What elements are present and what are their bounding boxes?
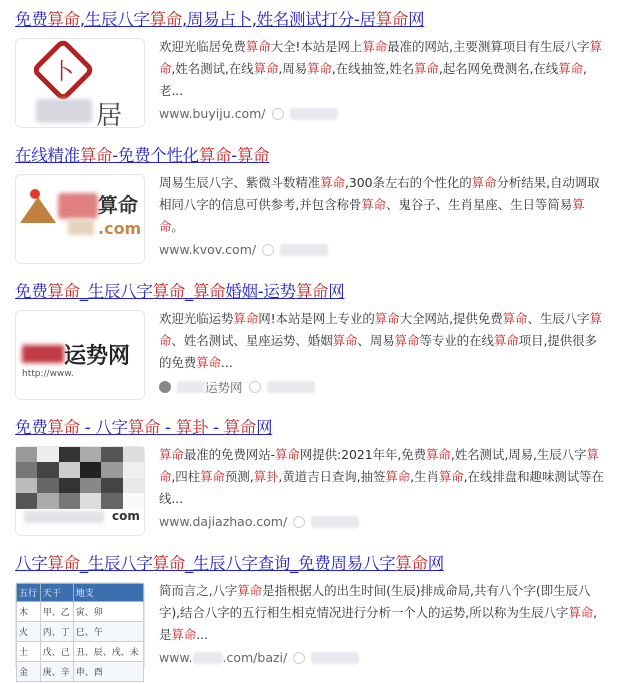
result-url[interactable]: www.kvov.com/ <box>159 242 257 257</box>
logo-subtext: http://www. <box>22 369 74 379</box>
text-segment: 免费 <box>15 418 48 437</box>
logo-text: 算命 <box>98 193 138 217</box>
text-segment: 。 <box>171 219 184 234</box>
text-segment: ,在线排盘和趣味测试等在线... <box>159 469 604 506</box>
highlight-keyword: 算命 <box>233 311 259 326</box>
shield-icon <box>293 516 305 528</box>
table-cell: 丑、辰、戌、未 <box>73 642 143 662</box>
result-meta <box>159 378 315 396</box>
text-segment: 项目,提供很多的免费 <box>159 333 597 370</box>
highlight-keyword: 算命 <box>493 333 519 348</box>
text-segment: _生辰八字 <box>79 554 153 573</box>
text-segment: 网 <box>256 418 273 437</box>
text-segment: 运势 <box>263 282 296 301</box>
table-row <box>17 602 144 622</box>
result-url[interactable]: www.dajiazhao.com/ <box>159 514 288 529</box>
blurred-meta <box>267 381 315 393</box>
result-url[interactable]: .com/bazi/ <box>222 650 288 665</box>
sun-icon <box>30 189 40 199</box>
text-segment: ... <box>196 627 208 642</box>
text-segment: 居免费 <box>208 39 246 54</box>
text-segment: 、周易 <box>357 333 395 348</box>
result-thumbnail[interactable] <box>15 582 145 678</box>
highlight-keyword: 算命 <box>152 282 185 301</box>
highlight-keyword: 算命 <box>152 554 185 573</box>
table-cell: 土 <box>17 642 41 662</box>
highlight-keyword: 算命 <box>502 311 528 326</box>
blurred-site-name <box>177 381 205 393</box>
table-cell: 戊、己 <box>40 642 73 662</box>
result-meta <box>159 106 338 121</box>
result-title[interactable] <box>15 552 610 576</box>
highlight-keyword: 算命 <box>159 39 602 76</box>
result-thumbnail[interactable] <box>15 446 145 536</box>
text-segment: 大全!本站是网上 <box>270 39 363 54</box>
table-cell: 火 <box>17 622 41 642</box>
result-url-prefix[interactable]: www. <box>159 650 193 665</box>
blurred-meta <box>280 244 328 256</box>
result-description <box>159 36 607 102</box>
text-segment: ,生辰八字 <box>79 10 150 29</box>
search-result <box>15 552 610 678</box>
highlight-keyword: 算命 <box>275 447 300 462</box>
wuxing-table <box>16 583 144 682</box>
search-result <box>15 144 610 257</box>
highlight-keyword: 算命 <box>361 197 387 212</box>
text-segment: 最准的网站,主要测算项目有生辰八字 <box>387 39 590 54</box>
highlight-keyword: 算命 <box>149 10 182 29</box>
blurred-meta <box>311 516 359 528</box>
highlight-keyword: 算命 <box>395 554 428 573</box>
text-segment: ,是 <box>159 605 598 642</box>
result-meta <box>159 650 359 665</box>
text-segment: ,黄道吉日查询,抽签 <box>278 469 386 484</box>
search-result <box>15 416 610 529</box>
highlight-keyword: 算命 <box>568 605 594 620</box>
table-header: 天干 <box>40 584 73 602</box>
text-segment: 免费 <box>15 10 48 29</box>
text-segment: 欢迎光临 <box>159 39 209 54</box>
text-segment: 网 <box>427 554 444 573</box>
table-cell: 庚、辛 <box>40 662 73 682</box>
text-segment: 等专业的在线 <box>419 333 494 348</box>
highlight-keyword: 算命 <box>374 311 400 326</box>
pixelated-image <box>16 447 144 509</box>
text-segment: - <box>231 146 237 165</box>
highlight-keyword: 算命 <box>320 175 346 190</box>
highlight-keyword: 算命 <box>198 146 232 165</box>
text-segment: - <box>160 418 176 437</box>
highlight-keyword: 算命 <box>127 418 161 437</box>
shield-icon <box>262 244 274 256</box>
text-segment: ,姓名测试,周易,生辰八字 <box>450 447 587 462</box>
result-meta <box>159 242 328 257</box>
result-description <box>159 580 607 646</box>
site-favicon <box>159 381 171 393</box>
table-header: 五行 <box>17 584 41 602</box>
text-segment: ,四柱 <box>171 469 201 484</box>
mountain-shape <box>20 197 56 223</box>
result-meta <box>159 514 359 529</box>
shield-icon <box>293 652 305 664</box>
table-cell: 寅、卯 <box>73 602 143 622</box>
result-title[interactable] <box>15 8 610 32</box>
logo-glyph: 卜 <box>51 59 74 85</box>
highlight-keyword: 算命 <box>471 175 497 190</box>
text-segment: 网 <box>328 282 345 301</box>
text-segment: 分析结果,自动调取相同八字的信息可供参考,并包含称骨 <box>159 175 600 212</box>
highlight-keyword: 算命 <box>196 355 222 370</box>
table-row <box>17 622 144 642</box>
blurred-meta <box>311 652 359 664</box>
highlight-keyword: 算卦 <box>175 418 209 437</box>
text-segment: _生辰八字查询_免费周易八字 <box>184 554 396 573</box>
text-segment: -免费个性化 <box>112 146 199 165</box>
blurred-caption <box>24 511 104 523</box>
text-segment: 、鬼谷子、生肖星座、生日等简易 <box>386 197 573 212</box>
highlight-keyword: 算命 <box>253 61 279 76</box>
text-segment: 周易生辰八字、紫微斗数精准 <box>159 175 321 190</box>
result-url[interactable]: 运势网 <box>205 380 243 395</box>
text-segment: ,在线抽签,姓名 <box>331 61 415 76</box>
table-cell: 木 <box>17 602 41 622</box>
highlight-keyword: 算命 <box>236 146 270 165</box>
text-segment: 、生辰八字 <box>527 311 590 326</box>
logo-subtext: com <box>112 509 140 523</box>
table-row <box>17 662 144 682</box>
logo-text: 运势网 <box>64 344 131 369</box>
text-segment: - 八字 <box>79 418 128 437</box>
highlight-keyword: 算命 <box>307 61 332 76</box>
table-cell: 申、酉 <box>73 662 143 682</box>
result-description <box>159 444 607 510</box>
highlight-keyword: 算命 <box>47 10 80 29</box>
highlight-keyword: 算命 <box>414 61 439 76</box>
logo-subtext: .com <box>98 219 142 238</box>
result-thumbnail[interactable] <box>15 38 145 131</box>
text-segment: ,姓名测试,在线 <box>171 61 254 76</box>
text-segment: 网!本站是网上专业的 <box>258 311 375 326</box>
blurred-logo-text <box>22 345 64 363</box>
result-url[interactable]: www.buyiju.com/ <box>159 106 266 121</box>
highlight-keyword: 算命 <box>295 282 329 301</box>
text-segment: 欢迎光临 <box>159 311 209 326</box>
search-result <box>15 8 610 131</box>
text-segment: 在线精准 <box>15 146 80 165</box>
highlight-keyword: 算命 <box>223 418 257 437</box>
text-segment: 居 <box>359 10 376 29</box>
highlight-keyword: 算卦 <box>253 469 279 484</box>
highlight-keyword: 算命 <box>200 469 225 484</box>
result-title[interactable] <box>15 280 610 304</box>
blurred-logo-text <box>36 99 92 123</box>
text-segment: - <box>208 418 224 437</box>
text-segment: 大全网站,提供免费 <box>399 311 503 326</box>
highlight-keyword: 算命 <box>159 197 585 234</box>
shield-icon <box>272 108 284 120</box>
table-cell: 巳、午 <box>73 622 143 642</box>
text-segment: 简而言之,八字 <box>159 583 238 598</box>
text-segment: 是指根据人的出生时间(生辰)排成命局,共有八个字(即生辰八字),结合八字的五行相生相克情况进行分析一个人的运势,所以称为生辰八字 <box>159 583 591 620</box>
text-segment: ,生肖 <box>410 469 439 484</box>
shield-icon <box>249 381 261 393</box>
text-segment: 免费 <box>15 282 48 301</box>
result-description <box>159 172 607 238</box>
result-title[interactable] <box>15 144 610 168</box>
text-segment: ,周易占卜,姓名测试打分- <box>181 10 360 29</box>
table-cell: 甲、乙 <box>40 602 73 622</box>
highlight-keyword: 算命 <box>237 583 263 598</box>
search-result <box>15 280 610 395</box>
text-segment: ,老... <box>159 61 587 98</box>
text-segment: 网提供:2021年年,免费 <box>299 447 427 462</box>
highlight-keyword: 算命 <box>192 282 226 301</box>
blurred-domain <box>193 652 223 664</box>
highlight-keyword: 算命 <box>171 627 197 642</box>
blurred-logo-text <box>58 193 98 219</box>
highlight-keyword: 算命 <box>394 333 420 348</box>
logo-text: 居 <box>96 101 123 131</box>
table-cell: 丙、丁 <box>40 622 73 642</box>
highlight-keyword: 算命 <box>159 447 184 462</box>
result-thumbnail[interactable] <box>15 174 145 264</box>
table-cell: 金 <box>17 662 41 682</box>
result-title[interactable] <box>15 416 610 440</box>
result-description <box>159 308 607 374</box>
text-segment: 运势 <box>208 311 234 326</box>
highlight-keyword: 算命 <box>385 469 411 484</box>
text-segment: ,起名网免费测名,在线 <box>438 61 559 76</box>
highlight-keyword: 算命 <box>426 447 451 462</box>
highlight-keyword: 算命 <box>47 282 80 301</box>
highlight-keyword: 算命 <box>438 469 464 484</box>
text-segment: ,300条左右的个性化的 <box>345 175 472 190</box>
text-segment: ,周易 <box>278 61 308 76</box>
highlight-keyword: 算命 <box>362 39 388 54</box>
highlight-keyword: 算命 <box>47 554 80 573</box>
text-segment: 最准的免费网站- <box>183 447 276 462</box>
text-segment: 、姓名测试、星座运势、婚姻 <box>171 333 333 348</box>
highlight-keyword: 算命 <box>159 447 599 484</box>
result-thumbnail[interactable] <box>15 310 145 400</box>
text-segment: 预测, <box>224 469 254 484</box>
highlight-keyword: 算命 <box>47 418 80 437</box>
blurred-logo-sub <box>68 219 94 235</box>
text-segment: 婚姻- <box>225 282 264 301</box>
blurred-meta <box>290 108 338 120</box>
text-segment: 八字 <box>15 554 48 573</box>
highlight-keyword: 算命 <box>375 10 409 29</box>
table-row <box>17 642 144 662</box>
text-segment: _生辰八字 <box>79 282 153 301</box>
text-segment: _ <box>184 282 193 301</box>
text-segment: ... <box>221 355 233 370</box>
highlight-keyword: 算命 <box>245 39 271 54</box>
highlight-keyword: 算命 <box>159 311 602 348</box>
text-segment: 网 <box>408 10 425 29</box>
highlight-keyword: 算命 <box>332 333 358 348</box>
highlight-keyword: 算命 <box>79 146 113 165</box>
table-header: 地支 <box>73 584 143 602</box>
highlight-keyword: 算命 <box>558 61 584 76</box>
